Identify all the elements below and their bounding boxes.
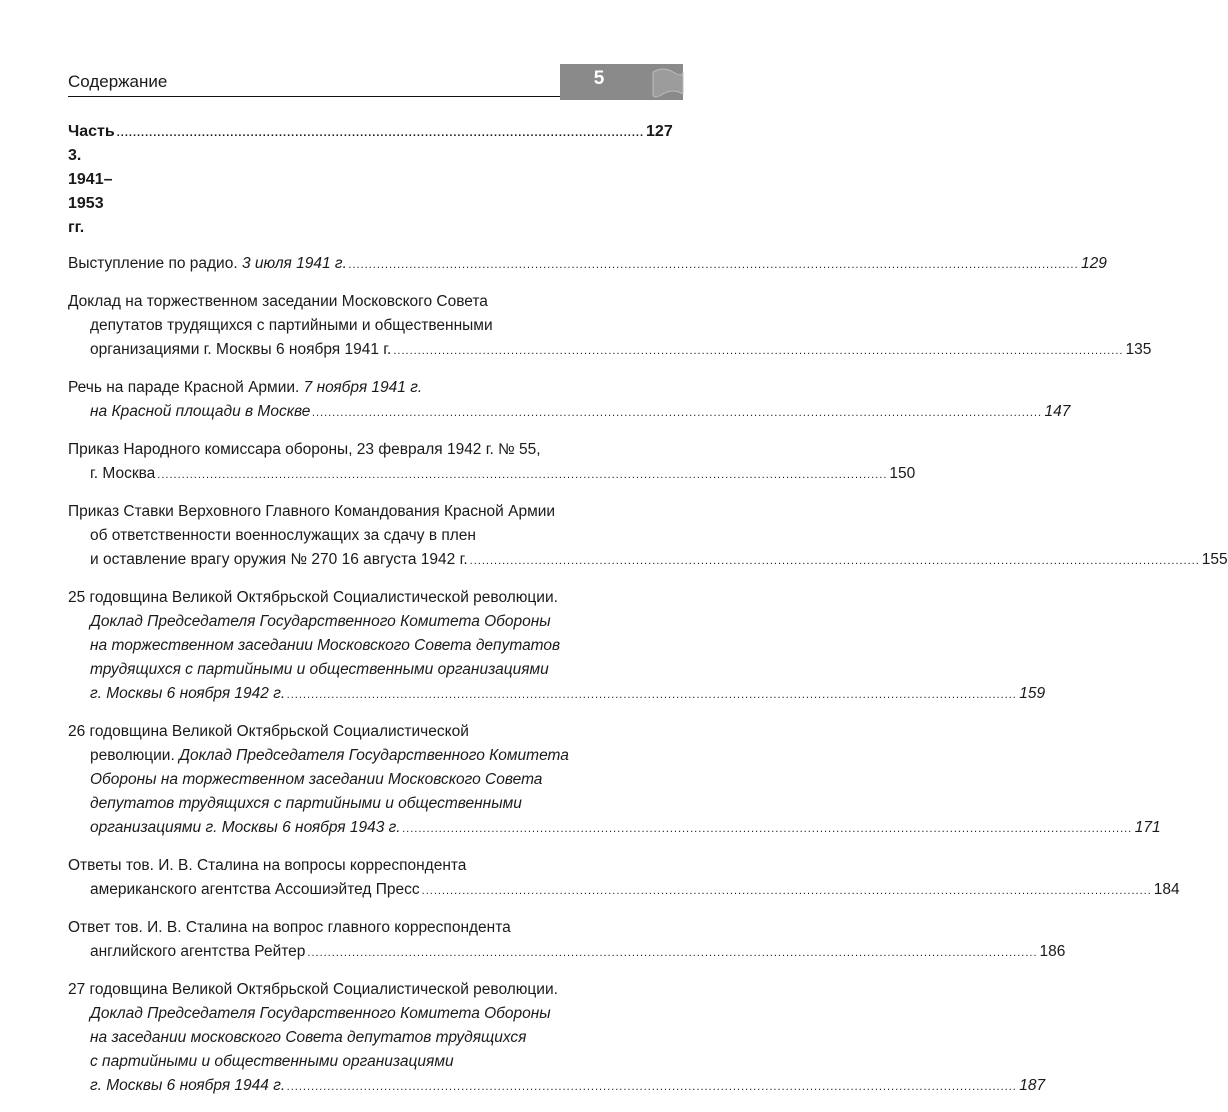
leader-dots: .................................................................................................................................................................................... xyxy=(469,555,1200,567)
toc-entry-line xyxy=(68,916,606,940)
toc-entry-line xyxy=(68,1002,606,1026)
toc-entry-text xyxy=(90,661,549,678)
toc-entry[interactable] xyxy=(68,916,1066,965)
toc-text-segment: Ответ тов. И. В. Сталина на вопрос главного корреспондента xyxy=(68,919,511,936)
toc-entry[interactable] xyxy=(68,376,1071,425)
toc-entry-text xyxy=(90,1074,285,1098)
flag-icon xyxy=(647,64,683,100)
running-header-title: Содержание xyxy=(68,72,168,91)
leader-dots: .................................................................................................................................................................................... xyxy=(421,885,1152,897)
toc-entry-text xyxy=(68,503,555,520)
toc-entry-line xyxy=(68,500,606,524)
toc-text-segment: на заседании московского Совета депутатов трудящихся xyxy=(90,1029,527,1046)
leader-dots: .................................................................................................................................................................................... xyxy=(402,823,1133,835)
toc-entry[interactable] xyxy=(68,720,1161,841)
toc-text-segment: с партийными и общественными организациями xyxy=(90,1053,454,1070)
toc-entry-text xyxy=(68,293,488,310)
toc-text-segment: г. Москвы 6 ноября 1942 г. xyxy=(90,685,286,702)
toc-entry[interactable] xyxy=(68,290,1152,363)
toc-entry-page: 150 xyxy=(889,465,916,482)
toc-entry-line xyxy=(68,940,1066,965)
toc-part-heading[interactable] xyxy=(68,117,673,240)
toc-entry-text xyxy=(90,548,468,572)
toc-entry-line xyxy=(68,878,1180,903)
toc-text-segment: Обороны на торжественном заседании Московского Совета xyxy=(90,771,543,788)
toc-text-segment: 26 годовщина Великой Октябрьской Социалистической xyxy=(68,723,469,740)
toc-text-segment: г. Москвы 6 ноября 1944 г. xyxy=(90,1077,286,1094)
toc-entry-line xyxy=(68,744,606,768)
toc-entry-page: 159 xyxy=(1019,685,1046,702)
toc-text-segment: Приказ Народного комиссара обороны, 23 февраля 1942 г. № 55, xyxy=(68,441,541,458)
toc-entry-text xyxy=(90,637,560,654)
toc-entry-text xyxy=(90,1029,526,1046)
toc-entry[interactable] xyxy=(68,586,1046,707)
leader-dots: .................................................................................................................................. xyxy=(116,127,645,139)
toc-entry-text xyxy=(90,400,310,424)
toc-text-segment: на Красной площади в Москве xyxy=(90,403,311,420)
toc-entry-text xyxy=(68,723,469,740)
toc-entry-line xyxy=(68,438,606,462)
toc-entry-page: 184 xyxy=(1153,881,1180,898)
toc-text-segment: американского агентства Ассошиэйтед Пресс xyxy=(90,881,420,898)
toc-entry-line xyxy=(68,978,606,1002)
toc-text-segment: английского агентства Рейтер xyxy=(90,943,306,960)
toc-text-segment: об ответственности военнослужащих за сдачу в плен xyxy=(90,527,476,544)
toc-entry-text xyxy=(90,613,551,630)
toc-text-segment: 27 годовщина Великой Октябрьской Социалистической революции. xyxy=(68,981,558,998)
toc-entry-text xyxy=(90,771,542,788)
toc-text-segment: на торжественном заседании Московского Совета депутатов xyxy=(90,637,561,654)
toc-entry[interactable] xyxy=(68,500,1228,573)
toc-entry-text xyxy=(68,441,541,458)
toc-text-segment: 7 ноября 1941 г. xyxy=(303,379,423,396)
toc-entry-text xyxy=(68,919,511,936)
toc-text-segment: Ответы тов. И. В. Сталина на вопросы корреспондента xyxy=(68,857,467,874)
toc-text-segment: депутатов трудящихся с партийными и общественными xyxy=(90,795,522,812)
toc-text-segment: Доклад Председателя Государственного Комитета Обороны xyxy=(90,1005,551,1022)
toc-text-segment: организациями г. Москвы 6 ноября 1943 г. xyxy=(90,819,401,836)
toc-entry-text xyxy=(90,317,493,334)
toc-text-segment: Доклад на торжественном заседании Московского Совета xyxy=(68,293,488,310)
toc-text-segment: организациями г. Москвы 6 ноября 1941 г. xyxy=(90,341,392,358)
leader-dots: .................................................................................................................................................................................... xyxy=(393,345,1124,357)
toc-entry-text xyxy=(90,462,155,486)
toc-entry-line xyxy=(68,338,1152,363)
toc-entry-page: 187 xyxy=(1019,1077,1046,1094)
leader-dots: .................................................................................................................................................................................... xyxy=(348,259,1079,271)
toc-entry-text xyxy=(68,981,558,998)
toc-entry-text xyxy=(68,589,558,606)
toc-text-segment: трудящихся с партийными и общественными организациями xyxy=(90,661,549,678)
toc-entry-text xyxy=(90,816,401,840)
toc-entry-line xyxy=(68,658,606,682)
toc-entry-page: 155 xyxy=(1201,551,1228,568)
header-rule xyxy=(68,96,564,97)
leader-dots: .................................................................................................................................................................................... xyxy=(287,1081,1018,1093)
toc-entry-line xyxy=(68,586,606,610)
toc-text-segment: революции. xyxy=(90,747,180,764)
page-number: 5 xyxy=(593,68,605,89)
toc-entry-line xyxy=(68,634,606,658)
toc-entry-line xyxy=(68,524,606,548)
leader-dots: .................................................................................................................................................................................... xyxy=(157,469,888,481)
toc-entry-text xyxy=(90,940,305,964)
toc-entry-text xyxy=(90,682,285,706)
part-page: 127 xyxy=(646,123,673,140)
toc-entry-line xyxy=(68,1050,606,1074)
toc-entry-text xyxy=(90,1053,454,1070)
toc-text-segment: Речь на параде Красной Армии. xyxy=(68,379,304,396)
toc-text-segment: 3 июля 1941 г. xyxy=(241,255,347,272)
toc-entry[interactable] xyxy=(68,438,916,487)
part-title: Часть 3. 1941–1953 гг. xyxy=(68,123,115,236)
toc-entry-text xyxy=(90,1005,551,1022)
toc-entry-line xyxy=(68,376,606,400)
toc-entry[interactable] xyxy=(68,978,1046,1099)
toc-entry-text xyxy=(90,527,476,544)
toc-entry-line xyxy=(68,682,1046,707)
toc-entry-line xyxy=(68,792,606,816)
toc-entry-line xyxy=(68,548,1228,573)
toc-entry-line xyxy=(68,854,606,878)
toc-entry-line xyxy=(68,314,606,338)
toc-entry-page: 186 xyxy=(1039,943,1066,960)
toc-entry-line xyxy=(68,816,1161,841)
toc-entry-line xyxy=(68,252,1107,277)
toc-entry-line xyxy=(68,610,606,634)
toc-entry-line xyxy=(68,768,606,792)
toc-entry[interactable] xyxy=(68,854,1180,903)
toc-entry-line xyxy=(68,1026,606,1050)
toc-entry-line xyxy=(68,720,606,744)
toc-entry-page: 129 xyxy=(1081,255,1107,272)
toc-entry-line xyxy=(68,1074,1046,1099)
toc-entry-text xyxy=(68,379,422,396)
page-number-tab xyxy=(560,64,683,100)
toc-text-segment: Приказ Ставки Верховного Главного Командования Красной Армии xyxy=(68,503,556,520)
toc-entry-page: 171 xyxy=(1134,819,1161,836)
toc-entry-text xyxy=(90,878,420,902)
toc-entry-line xyxy=(68,462,916,487)
toc-entry-text xyxy=(68,252,347,276)
leader-dots: .................................................................................................................................................................................... xyxy=(312,407,1043,419)
table-of-contents xyxy=(68,117,1228,1112)
toc-entry-text xyxy=(68,857,466,874)
toc-entry-line xyxy=(68,290,606,314)
toc-text-segment: Доклад Председателя Государственного Комитета Обороны xyxy=(90,613,551,630)
toc-entry-page: 147 xyxy=(1044,403,1071,420)
toc-text-segment: и оставление врагу оружия № 270 16 августа 1942 г. xyxy=(90,551,468,568)
toc-entry-text xyxy=(90,795,522,812)
toc-text-segment: г. Москва xyxy=(90,465,156,482)
toc-text-segment: депутатов трудящихся с партийными и общественными xyxy=(90,317,493,334)
toc-entry[interactable] xyxy=(68,252,1107,277)
toc-text-segment: 25 годовщина Великой Октябрьской Социалистической революции. xyxy=(68,589,558,606)
toc-text-segment: Доклад Председателя Государственного Комитета xyxy=(179,747,569,764)
toc-entry-line xyxy=(68,400,1071,425)
toc-text-segment: Выступление по радио. xyxy=(68,255,242,272)
toc-entry-text xyxy=(90,338,391,362)
leader-dots: .................................................................................................................................................................................... xyxy=(287,689,1018,701)
toc-entry-text xyxy=(90,747,569,764)
toc-entry-page: 135 xyxy=(1125,341,1152,358)
leader-dots: .................................................................................................................................................................................... xyxy=(307,947,1038,959)
toc-entries xyxy=(68,252,1228,1099)
